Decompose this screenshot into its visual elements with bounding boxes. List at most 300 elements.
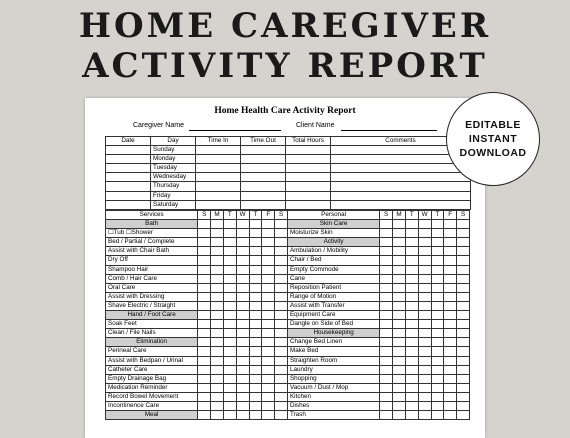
checkbox-cell[interactable] (393, 320, 406, 329)
checkbox-cell[interactable] (405, 247, 418, 256)
checkbox-cell[interactable] (431, 347, 444, 356)
checkbox-cell[interactable] (236, 338, 249, 347)
checkbox-cell[interactable] (405, 220, 418, 229)
date-cell[interactable] (106, 164, 151, 173)
checkbox-cell[interactable] (262, 365, 275, 374)
checkbox-cell[interactable] (249, 238, 262, 247)
checkbox-cell[interactable] (275, 256, 288, 265)
checkbox-cell[interactable] (393, 401, 406, 410)
checkbox-cell[interactable] (262, 374, 275, 383)
schedule-entry-cell[interactable] (196, 191, 241, 200)
checkbox-cell[interactable] (223, 365, 236, 374)
checkbox-cell[interactable] (418, 229, 431, 238)
checkbox-cell[interactable] (444, 229, 457, 238)
checkbox-cell[interactable] (198, 274, 211, 283)
checkbox-cell[interactable] (249, 229, 262, 238)
schedule-entry-cell[interactable] (286, 146, 331, 155)
checkbox-cell[interactable] (418, 383, 431, 392)
checkbox-cell[interactable] (431, 311, 444, 320)
schedule-entry-cell[interactable] (196, 146, 241, 155)
checkbox-cell[interactable] (444, 401, 457, 410)
checkbox-cell[interactable] (418, 411, 431, 420)
checkbox-cell[interactable] (211, 265, 224, 274)
checkbox-cell[interactable] (211, 311, 224, 320)
checkbox-cell[interactable] (262, 283, 275, 292)
checkbox-cell[interactable] (211, 256, 224, 265)
checkbox-cell[interactable] (223, 411, 236, 420)
checkbox-cell[interactable] (211, 383, 224, 392)
checkbox-cell[interactable] (249, 374, 262, 383)
schedule-entry-cell[interactable] (241, 164, 286, 173)
checkbox-cell[interactable] (380, 401, 393, 410)
checkbox-cell[interactable] (249, 347, 262, 356)
checkbox-cell[interactable] (457, 338, 470, 347)
checkbox-cell[interactable] (380, 311, 393, 320)
checkbox-cell[interactable] (249, 383, 262, 392)
checkbox-cell[interactable] (444, 356, 457, 365)
date-cell[interactable] (106, 173, 151, 182)
checkbox-cell[interactable] (236, 356, 249, 365)
checkbox-cell[interactable] (444, 220, 457, 229)
checkbox-cell[interactable] (380, 320, 393, 329)
checkbox-cell[interactable] (380, 338, 393, 347)
checkbox-cell[interactable] (211, 292, 224, 301)
checkbox-cell[interactable] (198, 220, 211, 229)
checkbox-cell[interactable] (236, 274, 249, 283)
checkbox-cell[interactable] (211, 356, 224, 365)
caregiver-name-field[interactable] (189, 130, 281, 131)
checkbox-cell[interactable] (418, 347, 431, 356)
checkbox-cell[interactable] (275, 292, 288, 301)
checkbox-cell[interactable] (405, 301, 418, 310)
checkbox-cell[interactable] (198, 311, 211, 320)
checkbox-cell[interactable] (249, 292, 262, 301)
checkbox-cell[interactable] (418, 265, 431, 274)
checkbox-cell[interactable] (380, 247, 393, 256)
checkbox-cell[interactable] (405, 338, 418, 347)
checkbox-cell[interactable] (380, 220, 393, 229)
checkbox-cell[interactable] (418, 238, 431, 247)
checkbox-cell[interactable] (405, 329, 418, 338)
checkbox-cell[interactable] (457, 383, 470, 392)
checkbox-cell[interactable] (444, 274, 457, 283)
checkbox-cell[interactable] (223, 265, 236, 274)
checkbox-cell[interactable] (249, 283, 262, 292)
checkbox-cell[interactable] (431, 320, 444, 329)
checkbox-cell[interactable] (380, 392, 393, 401)
date-cell[interactable] (106, 191, 151, 200)
checkbox-cell[interactable] (211, 229, 224, 238)
checkbox-cell[interactable] (262, 247, 275, 256)
checkbox-cell[interactable] (457, 229, 470, 238)
checkbox-cell[interactable] (457, 347, 470, 356)
checkbox-cell[interactable] (457, 220, 470, 229)
checkbox-cell[interactable] (275, 374, 288, 383)
checkbox-cell[interactable] (223, 229, 236, 238)
schedule-entry-cell[interactable] (286, 182, 331, 191)
checkbox-cell[interactable] (223, 320, 236, 329)
schedule-entry-cell[interactable] (196, 164, 241, 173)
checkbox-cell[interactable] (405, 311, 418, 320)
checkbox-cell[interactable] (275, 301, 288, 310)
checkbox-cell[interactable] (249, 411, 262, 420)
checkbox-cell[interactable] (444, 256, 457, 265)
checkbox-cell[interactable] (393, 347, 406, 356)
checkbox-cell[interactable] (393, 274, 406, 283)
checkbox-cell[interactable] (198, 365, 211, 374)
checkbox-cell[interactable] (393, 283, 406, 292)
checkbox-cell[interactable] (457, 283, 470, 292)
checkbox-cell[interactable] (198, 392, 211, 401)
checkbox-cell[interactable] (198, 347, 211, 356)
checkbox-cell[interactable] (223, 292, 236, 301)
schedule-entry-cell[interactable] (331, 182, 471, 191)
checkbox-cell[interactable] (223, 220, 236, 229)
checkbox-cell[interactable] (405, 256, 418, 265)
checkbox-cell[interactable] (249, 220, 262, 229)
checkbox-cell[interactable] (380, 229, 393, 238)
checkbox-cell[interactable] (262, 265, 275, 274)
checkbox-cell[interactable] (262, 347, 275, 356)
checkbox-cell[interactable] (211, 365, 224, 374)
checkbox-cell[interactable] (223, 383, 236, 392)
checkbox-cell[interactable] (457, 392, 470, 401)
checkbox-cell[interactable] (198, 356, 211, 365)
checkbox-cell[interactable] (275, 229, 288, 238)
checkbox-cell[interactable] (393, 238, 406, 247)
schedule-entry-cell[interactable] (331, 164, 471, 173)
schedule-entry-cell[interactable] (196, 182, 241, 191)
client-name-field[interactable] (341, 130, 437, 131)
checkbox-cell[interactable] (405, 265, 418, 274)
checkbox-cell[interactable] (393, 365, 406, 374)
checkbox-cell[interactable] (393, 392, 406, 401)
checkbox-cell[interactable] (444, 365, 457, 374)
checkbox-cell[interactable] (249, 301, 262, 310)
checkbox-cell[interactable] (275, 274, 288, 283)
checkbox-cell[interactable] (393, 256, 406, 265)
checkbox-cell[interactable] (262, 229, 275, 238)
checkbox-cell[interactable] (393, 338, 406, 347)
checkbox-cell[interactable] (223, 329, 236, 338)
schedule-entry-cell[interactable] (241, 146, 286, 155)
checkbox-cell[interactable] (249, 256, 262, 265)
checkbox-cell[interactable] (262, 356, 275, 365)
schedule-entry-cell[interactable] (241, 155, 286, 164)
checkbox-cell[interactable] (211, 283, 224, 292)
checkbox-cell[interactable] (393, 220, 406, 229)
checkbox-cell[interactable] (418, 365, 431, 374)
checkbox-cell[interactable] (275, 320, 288, 329)
checkbox-cell[interactable] (431, 411, 444, 420)
checkbox-cell[interactable] (457, 274, 470, 283)
checkbox-cell[interactable] (211, 301, 224, 310)
checkbox-cell[interactable] (431, 238, 444, 247)
checkbox-cell[interactable] (380, 383, 393, 392)
checkbox-cell[interactable] (198, 229, 211, 238)
checkbox-cell[interactable] (223, 356, 236, 365)
checkbox-cell[interactable] (380, 256, 393, 265)
checkbox-cell[interactable] (418, 338, 431, 347)
checkbox-cell[interactable] (275, 392, 288, 401)
checkbox-cell[interactable] (444, 301, 457, 310)
checkbox-cell[interactable] (418, 329, 431, 338)
checkbox-cell[interactable] (275, 338, 288, 347)
checkbox-cell[interactable] (211, 338, 224, 347)
checkbox-cell[interactable] (431, 356, 444, 365)
checkbox-cell[interactable] (405, 238, 418, 247)
checkbox-cell[interactable] (405, 365, 418, 374)
checkbox-cell[interactable] (249, 338, 262, 347)
checkbox-cell[interactable] (262, 401, 275, 410)
checkbox-cell[interactable] (393, 247, 406, 256)
checkbox-cell[interactable] (275, 347, 288, 356)
checkbox-cell[interactable] (380, 301, 393, 310)
checkbox-cell[interactable] (262, 292, 275, 301)
checkbox-cell[interactable] (431, 301, 444, 310)
checkbox-cell[interactable] (211, 401, 224, 410)
checkbox-cell[interactable] (211, 392, 224, 401)
checkbox-cell[interactable] (211, 320, 224, 329)
schedule-entry-cell[interactable] (286, 173, 331, 182)
checkbox-cell[interactable] (211, 247, 224, 256)
checkbox-cell[interactable] (431, 338, 444, 347)
checkbox-cell[interactable] (380, 292, 393, 301)
checkbox-cell[interactable] (393, 374, 406, 383)
checkbox-cell[interactable] (198, 374, 211, 383)
checkbox-cell[interactable] (418, 356, 431, 365)
checkbox-cell[interactable] (236, 392, 249, 401)
checkbox-cell[interactable] (249, 329, 262, 338)
checkbox-cell[interactable] (198, 292, 211, 301)
schedule-entry-cell[interactable] (331, 200, 471, 209)
checkbox-cell[interactable] (393, 292, 406, 301)
schedule-entry-cell[interactable] (196, 155, 241, 164)
checkbox-cell[interactable] (393, 383, 406, 392)
checkbox-cell[interactable] (431, 329, 444, 338)
checkbox-cell[interactable] (249, 356, 262, 365)
checkbox-cell[interactable] (236, 411, 249, 420)
checkbox-cell[interactable] (275, 401, 288, 410)
date-cell[interactable] (106, 146, 151, 155)
checkbox-cell[interactable] (262, 392, 275, 401)
checkbox-cell[interactable] (275, 365, 288, 374)
checkbox-cell[interactable] (223, 311, 236, 320)
checkbox-cell[interactable] (236, 383, 249, 392)
checkbox-cell[interactable] (236, 311, 249, 320)
checkbox-cell[interactable] (405, 320, 418, 329)
checkbox-cell[interactable] (444, 392, 457, 401)
checkbox-cell[interactable] (236, 365, 249, 374)
checkbox-cell[interactable] (236, 220, 249, 229)
schedule-entry-cell[interactable] (331, 173, 471, 182)
checkbox-cell[interactable] (380, 238, 393, 247)
checkbox-cell[interactable] (457, 356, 470, 365)
checkbox-cell[interactable] (198, 320, 211, 329)
checkbox-cell[interactable] (249, 265, 262, 274)
checkbox-cell[interactable] (431, 401, 444, 410)
checkbox-cell[interactable] (198, 247, 211, 256)
checkbox-cell[interactable] (262, 329, 275, 338)
checkbox-cell[interactable] (444, 238, 457, 247)
checkbox-cell[interactable] (431, 229, 444, 238)
checkbox-cell[interactable] (249, 320, 262, 329)
checkbox-cell[interactable] (405, 401, 418, 410)
checkbox-cell[interactable] (223, 401, 236, 410)
schedule-entry-cell[interactable] (196, 173, 241, 182)
checkbox-cell[interactable] (380, 347, 393, 356)
checkbox-cell[interactable] (444, 320, 457, 329)
checkbox-cell[interactable] (236, 347, 249, 356)
checkbox-cell[interactable] (457, 265, 470, 274)
checkbox-cell[interactable] (198, 383, 211, 392)
schedule-entry-cell[interactable] (196, 200, 241, 209)
checkbox-cell[interactable] (380, 283, 393, 292)
date-cell[interactable] (106, 182, 151, 191)
checkbox-cell[interactable] (223, 274, 236, 283)
checkbox-cell[interactable] (431, 383, 444, 392)
checkbox-cell[interactable] (418, 374, 431, 383)
checkbox-cell[interactable] (405, 383, 418, 392)
checkbox-cell[interactable] (380, 365, 393, 374)
checkbox-cell[interactable] (275, 238, 288, 247)
checkbox-cell[interactable] (223, 256, 236, 265)
checkbox-cell[interactable] (236, 283, 249, 292)
checkbox-cell[interactable] (444, 383, 457, 392)
checkbox-cell[interactable] (236, 320, 249, 329)
checkbox-cell[interactable] (457, 374, 470, 383)
checkbox-cell[interactable] (380, 356, 393, 365)
checkbox-cell[interactable] (223, 338, 236, 347)
checkbox-cell[interactable] (444, 247, 457, 256)
checkbox-cell[interactable] (405, 374, 418, 383)
checkbox-cell[interactable] (405, 292, 418, 301)
checkbox-cell[interactable] (262, 383, 275, 392)
checkbox-cell[interactable] (405, 392, 418, 401)
checkbox-cell[interactable] (275, 220, 288, 229)
checkbox-cell[interactable] (418, 256, 431, 265)
checkbox-cell[interactable] (275, 383, 288, 392)
checkbox-cell[interactable] (431, 365, 444, 374)
checkbox-cell[interactable] (275, 411, 288, 420)
schedule-entry-cell[interactable] (286, 191, 331, 200)
checkbox-cell[interactable] (431, 283, 444, 292)
checkbox-cell[interactable] (262, 220, 275, 229)
checkbox-cell[interactable] (198, 238, 211, 247)
checkbox-cell[interactable] (211, 411, 224, 420)
checkbox-cell[interactable] (211, 374, 224, 383)
checkbox-cell[interactable] (457, 365, 470, 374)
checkbox-cell[interactable] (431, 374, 444, 383)
checkbox-cell[interactable] (223, 247, 236, 256)
schedule-entry-cell[interactable] (241, 182, 286, 191)
checkbox-cell[interactable] (262, 274, 275, 283)
checkbox-cell[interactable] (236, 229, 249, 238)
checkbox-cell[interactable] (223, 347, 236, 356)
checkbox-cell[interactable] (444, 283, 457, 292)
checkbox-cell[interactable] (275, 356, 288, 365)
checkbox-cell[interactable] (444, 374, 457, 383)
checkbox-cell[interactable] (262, 338, 275, 347)
checkbox-cell[interactable] (223, 392, 236, 401)
checkbox-cell[interactable] (275, 329, 288, 338)
checkbox-cell[interactable] (393, 229, 406, 238)
checkbox-cell[interactable] (418, 247, 431, 256)
checkbox-cell[interactable] (198, 256, 211, 265)
checkbox-cell[interactable] (418, 320, 431, 329)
checkbox-cell[interactable] (275, 283, 288, 292)
schedule-entry-cell[interactable] (331, 191, 471, 200)
checkbox-cell[interactable] (431, 274, 444, 283)
checkbox-cell[interactable] (262, 311, 275, 320)
checkbox-cell[interactable] (380, 265, 393, 274)
checkbox-cell[interactable] (262, 320, 275, 329)
checkbox-cell[interactable] (275, 265, 288, 274)
checkbox-cell[interactable] (262, 238, 275, 247)
checkbox-cell[interactable] (198, 401, 211, 410)
checkbox-cell[interactable] (431, 247, 444, 256)
checkbox-cell[interactable] (405, 229, 418, 238)
checkbox-cell[interactable] (249, 365, 262, 374)
checkbox-cell[interactable] (418, 220, 431, 229)
checkbox-cell[interactable] (249, 392, 262, 401)
checkbox-cell[interactable] (236, 292, 249, 301)
checkbox-cell[interactable] (211, 347, 224, 356)
checkbox-cell[interactable] (249, 401, 262, 410)
checkbox-cell[interactable] (393, 265, 406, 274)
checkbox-cell[interactable] (211, 238, 224, 247)
schedule-entry-cell[interactable] (241, 173, 286, 182)
schedule-entry-cell[interactable] (241, 200, 286, 209)
checkbox-cell[interactable] (275, 311, 288, 320)
checkbox-cell[interactable] (444, 311, 457, 320)
checkbox-cell[interactable] (444, 329, 457, 338)
checkbox-cell[interactable] (457, 238, 470, 247)
checkbox-cell[interactable] (236, 301, 249, 310)
checkbox-cell[interactable] (431, 265, 444, 274)
checkbox-cell[interactable] (457, 301, 470, 310)
checkbox-cell[interactable] (236, 247, 249, 256)
schedule-entry-cell[interactable] (286, 155, 331, 164)
checkbox-cell[interactable] (405, 283, 418, 292)
checkbox-cell[interactable] (380, 411, 393, 420)
checkbox-cell[interactable] (198, 301, 211, 310)
checkbox-cell[interactable] (236, 401, 249, 410)
checkbox-cell[interactable] (236, 265, 249, 274)
checkbox-cell[interactable] (198, 265, 211, 274)
checkbox-cell[interactable] (380, 374, 393, 383)
checkbox-cell[interactable] (223, 374, 236, 383)
checkbox-cell[interactable] (457, 256, 470, 265)
checkbox-cell[interactable] (418, 274, 431, 283)
checkbox-cell[interactable] (418, 301, 431, 310)
date-cell[interactable] (106, 155, 151, 164)
checkbox-cell[interactable] (393, 411, 406, 420)
checkbox-cell[interactable] (198, 283, 211, 292)
checkbox-cell[interactable] (262, 411, 275, 420)
checkbox-cell[interactable] (262, 301, 275, 310)
checkbox-cell[interactable] (198, 411, 211, 420)
checkbox-cell[interactable] (418, 283, 431, 292)
checkbox-cell[interactable] (431, 392, 444, 401)
checkbox-cell[interactable] (393, 329, 406, 338)
checkbox-cell[interactable] (457, 320, 470, 329)
checkbox-cell[interactable] (431, 256, 444, 265)
checkbox-cell[interactable] (393, 311, 406, 320)
checkbox-cell[interactable] (418, 401, 431, 410)
checkbox-cell[interactable] (249, 311, 262, 320)
checkbox-cell[interactable] (211, 329, 224, 338)
